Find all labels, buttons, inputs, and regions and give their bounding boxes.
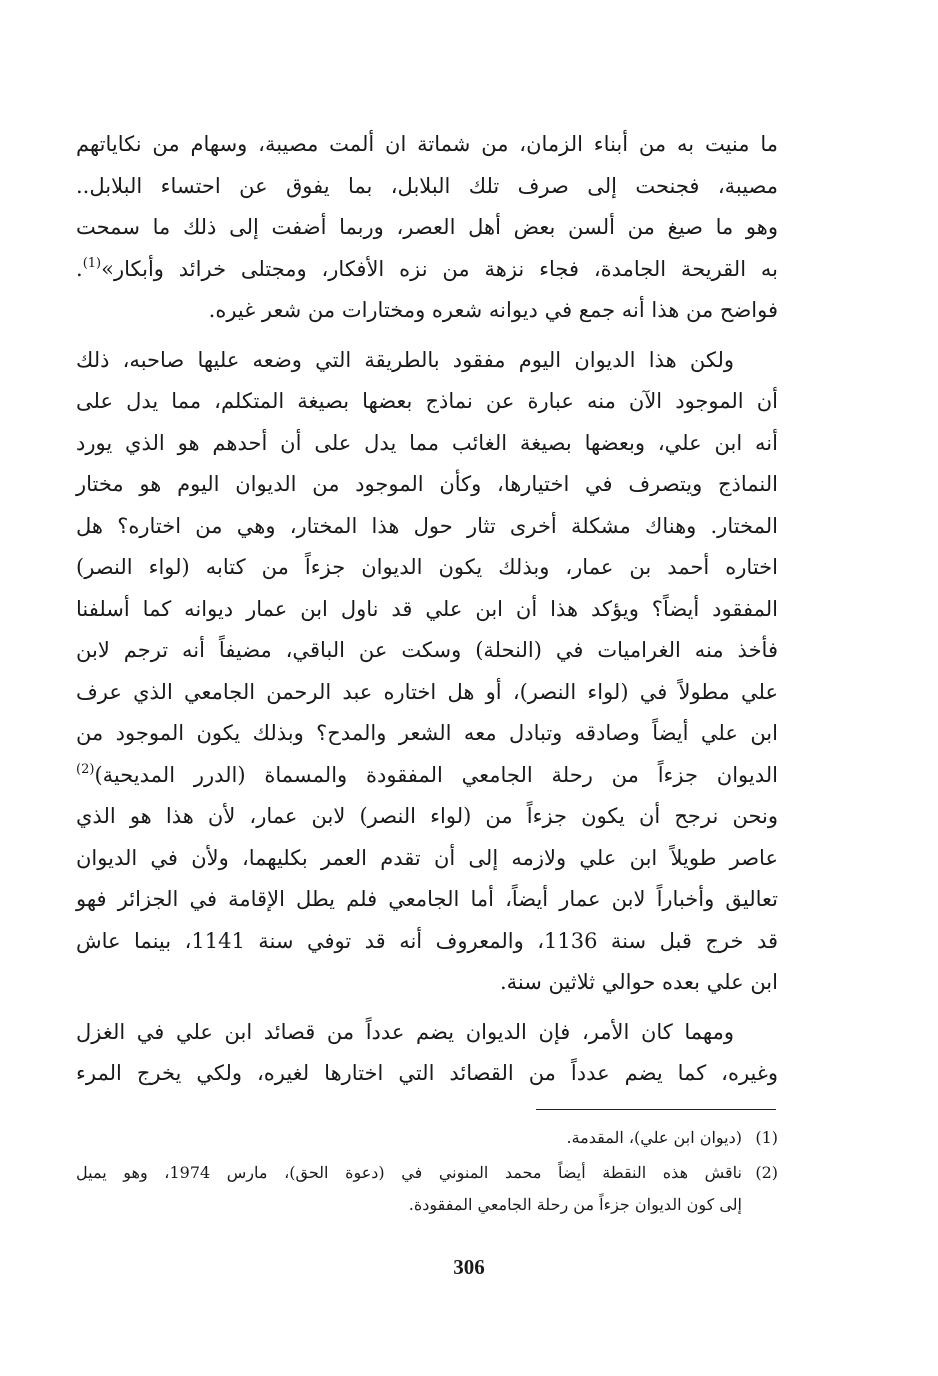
text-line: أن الموجود الآن منه عبارة عن نماذج بعضها بصيغة المتكلم، مما يدل على	[76, 389, 778, 413]
text-line: ما منيت به من أبناء الزمان، من شماتة ان ألمت مصيبة، وسهام من نكاياتهم	[76, 132, 778, 156]
text-line: اختاره أحمد بن عمار، وبذلك يكون الديوان جزءاً من كتابه (لواء النصر)	[76, 555, 778, 579]
text-line: علي مطولاً في (لواء النصر)، أو هل اختاره عبد الرحمن الجامعي الذي عرف	[76, 679, 778, 704]
text-line: المفقود أيضاً؟ ويؤكد هذا أن ابن علي قد ناول ابن عمار ديوانه كما أسلفنا	[76, 596, 778, 621]
footnote-number: (1)	[755, 1128, 778, 1147]
footnote-line: إلى كون الديوان جزءاً من رحلة الجامعي المفقودة.	[408, 1195, 742, 1214]
text-line: عاصر طويلاً ابن علي ولازمه إلى أن تقدم العمر بكليهما، ولأن في الديوان	[76, 845, 778, 870]
text-line-content: به القريحة الجامدة، فجاء نزهة من نزه الأفكار، ومجتلى خرائد وأبكار»	[101, 256, 778, 281]
footnote-text	[76, 1122, 742, 1154]
footnote-1	[76, 1122, 778, 1154]
text-line: تعاليق وأخباراً لابن عمار أيضاً، أما الجامعي فلم يطل الإقامة في الجزائر فهو	[76, 887, 778, 911]
text-line: ابن علي بعده حوالي ثلاثين سنة.	[499, 970, 778, 994]
text-line: فواضح من هذا أنه جمع في ديوانه شعره ومختارات من شعر غيره.	[208, 298, 778, 322]
footnote-ref-2: (2)	[76, 761, 95, 777]
text-line: ولكن هذا الديوان اليوم مفقود بالطريقة التي وضعه عليها صاحبه، ذلك	[76, 347, 734, 372]
footnote-2	[76, 1157, 778, 1221]
text-line: وهو ما صيغ من ألسن بعض أهل العصر، وربما أضفت إلى ذلك ما سمحت	[76, 215, 778, 239]
main-text	[76, 124, 778, 1095]
text-line: النماذج ويتصرف في اختيارها، وكأن الموجود من الديوان اليوم هو مختار	[76, 472, 778, 496]
text-line-with-footnote	[76, 755, 778, 797]
text-line-with-footnote: به القريحة الجامدة، فجاء نزهة من نزه الأفكار، ومجتلى خرائد وأبكار»$^{(1)}$.	[76, 255, 778, 281]
footnote-text	[76, 1157, 742, 1221]
footnotes	[76, 1122, 778, 1224]
paragraph-1	[76, 124, 778, 332]
footnote-divider	[536, 1109, 776, 1110]
paragraph-2	[76, 340, 778, 1004]
text-line: ونحن نرجح أن يكون جزءاً من (لواء النصر) لابن عمار، لأن هذا هو الذي	[76, 804, 778, 828]
text-line: ومهما كان الأمر، فإن الديوان يضم عدداً من قصائد ابن علي في الغزل	[76, 1019, 734, 1044]
text-line: وغيره، كما يضم عدداً من القصائد التي اختارها لغيره، ولكي يخرج المرء	[76, 1061, 778, 1085]
footnote-line: (ديوان ابن علي)، المقدمة.	[566, 1128, 742, 1147]
text-line-content: الديوان جزءاً من رحلة الجامعي المفقودة والمسماة (الدرر المديحية)	[94, 762, 778, 787]
footnote-ref-1: (1)	[82, 255, 102, 271]
footnote-number: (2)	[755, 1163, 778, 1182]
text-line: ابن علي أيضاً وصادقه وتبادل معه الشعر والمدح؟ وبذلك يكون الموجود من	[76, 721, 778, 745]
text-line: المختار. وهناك مشكلة أخرى تثار حول هذا المختار، وهي من اختاره؟ هل	[76, 513, 778, 538]
text-line: قد خرج قبل سنة 1136، والمعروف أنه قد توفي سنة 1141، بينما عاش	[76, 928, 779, 953]
text-line: مصيبة، فجنحت إلى صرف تلك البلابل، بما يفوق عن احتساء البلابل..	[76, 173, 778, 198]
page-number: 306	[453, 1255, 485, 1279]
text-line: أنه ابن علي، وبعضها بصيغة الغائب مما يدل على أن أحدهم هو الذي يورد	[76, 430, 778, 455]
text-line: فأخذ منه الغراميات في (النحلة) وسكت عن الباقي، مضيفاً أنه ترجم لابن	[76, 638, 778, 662]
paragraph-3	[76, 1012, 778, 1095]
footnote-line: ناقش هذه النقطة أيضاً محمد المنوني في (دعوة الحق)، مارس 1974، وهو يميل	[76, 1163, 742, 1182]
